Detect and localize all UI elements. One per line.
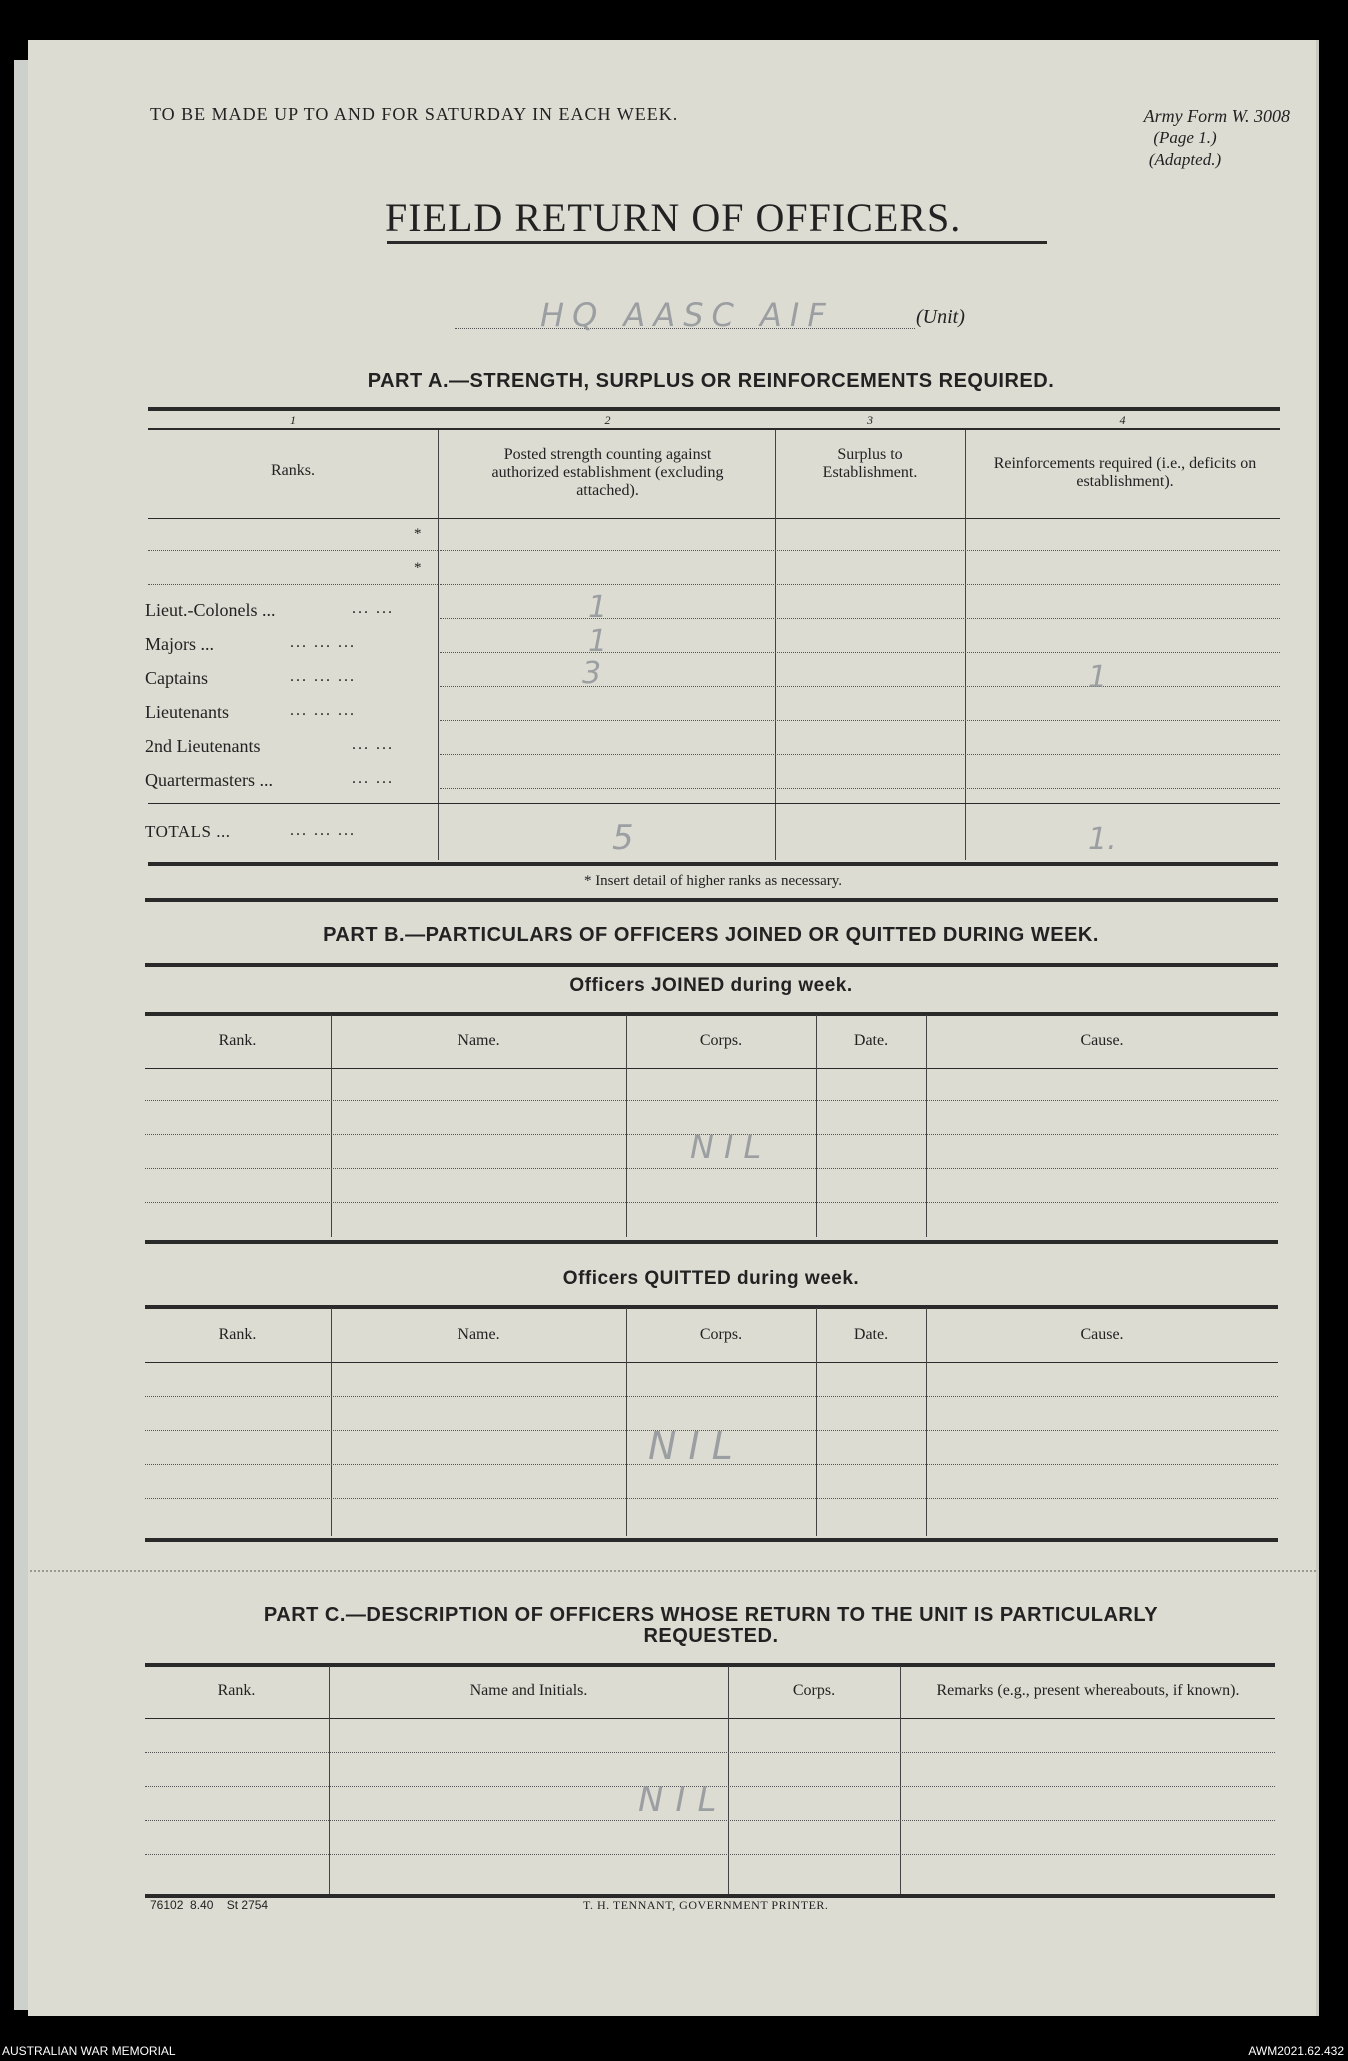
totals-label: TOTALS ... xyxy=(145,822,231,841)
archive-name: AUSTRALIAN WAR MEMORIAL xyxy=(2,2044,176,2058)
rank-majors: Majors ... xyxy=(145,634,214,654)
quitted-subheader-rule xyxy=(145,1362,1278,1363)
row-line xyxy=(148,584,438,585)
part-c-row-line xyxy=(145,1820,1275,1821)
joined-col-rank: Rank. xyxy=(218,1032,257,1049)
form-page: (Page 1.) xyxy=(1153,128,1217,147)
row-line xyxy=(440,618,1280,619)
printer-name: T. H. TENNANT, GOVERNMENT PRINTER. xyxy=(583,1898,829,1912)
joined-col-corps: Corps. xyxy=(699,1032,743,1049)
unit-value: HQ AASC AIF xyxy=(540,296,834,334)
joined-col-cause: Cause. xyxy=(1080,1032,1124,1049)
joined-subheader-rule xyxy=(145,1068,1278,1069)
totals-rule xyxy=(148,803,1280,804)
quitted-col-corps: Corps. xyxy=(699,1326,743,1343)
col-num-2: 2 xyxy=(604,413,611,427)
rank-quartermasters: Quartermasters ... xyxy=(145,770,273,790)
part-c-nil: NIL xyxy=(638,1780,729,1820)
joined-bottom-rule xyxy=(145,1240,1278,1244)
joined-row-line xyxy=(145,1202,1278,1203)
rank-2nd-lieutenants: 2nd Lieutenants xyxy=(145,736,261,756)
star-mark-2: * xyxy=(414,560,422,576)
part-c-col-remarks: Remarks (e.g., present whereabouts, if known). xyxy=(936,1682,1240,1699)
quitted-vline xyxy=(626,1308,627,1536)
posted-captains: 3 xyxy=(582,656,602,691)
quitted-vline xyxy=(926,1308,927,1536)
col-header-reinforcements: Reinforcements required (i.e., deficits on establishment). xyxy=(993,455,1257,490)
title-underline xyxy=(387,241,1047,244)
quitted-col-cause: Cause. xyxy=(1080,1326,1124,1343)
perforation-line xyxy=(30,1570,1316,1572)
unit-label: (Unit) xyxy=(916,306,965,328)
posted-lieut-colonels: 1 xyxy=(588,590,608,625)
part-c-subheader-rule xyxy=(145,1718,1275,1719)
print-codes: 76102 8.40 St 2754 xyxy=(150,1898,269,1912)
part-c-col-name: Name and Initials. xyxy=(469,1682,588,1699)
part-c-row-line xyxy=(145,1752,1275,1753)
joined-vline xyxy=(816,1015,817,1237)
col-header-ranks: Ranks. xyxy=(271,462,315,479)
row-line xyxy=(440,754,1280,755)
rank-dots: ... ... xyxy=(352,736,394,753)
rank-dots: ... ... ... xyxy=(290,702,356,719)
quitted-nil: NIL xyxy=(648,1424,745,1468)
part-a-title: PART A.—STRENGTH, SURPLUS OR REINFORCEMENTS REQUIRED. xyxy=(367,370,1055,392)
rank-dots: ... ... xyxy=(352,600,394,617)
row-line xyxy=(440,720,1280,721)
form-instruction: TO BE MADE UP TO AND FOR SATURDAY IN EACH WEEK. xyxy=(150,104,679,124)
part-a-header-rule xyxy=(148,518,1280,519)
paper-edge xyxy=(1316,40,1319,2016)
reinf-captains: 1 xyxy=(1088,660,1108,695)
row-line xyxy=(440,550,1280,551)
part-c-title-line1: PART C.—DESCRIPTION OF OFFICERS WHOSE RETURN TO THE UNIT IS PARTICULARLY xyxy=(263,1604,1159,1626)
col-header-surplus: Surplus to Establishment. xyxy=(822,446,918,481)
part-a-number-rule xyxy=(148,428,1280,430)
archive-footer xyxy=(0,2042,1348,2061)
quitted-title: Officers QUITTED during week. xyxy=(562,1268,860,1289)
joined-header-rule xyxy=(145,1012,1278,1016)
quitted-col-name: Name. xyxy=(457,1326,500,1343)
form-id: Army Form W. 3008 xyxy=(1143,106,1290,126)
row-line xyxy=(440,788,1280,789)
joined-nil: NIL xyxy=(690,1128,772,1166)
part-a-vline-2 xyxy=(775,430,776,860)
quitted-col-date: Date. xyxy=(853,1326,889,1343)
totals-posted: 5 xyxy=(612,818,634,858)
part-b-title: PART B.—PARTICULARS OF OFFICERS JOINED OR QUITTED DURING WEEK. xyxy=(323,924,1099,946)
joined-row-line xyxy=(145,1100,1278,1101)
joined-title: Officers JOINED during week. xyxy=(569,975,853,996)
archive-id: AWM2021.62.432 xyxy=(1248,2044,1344,2058)
part-c-col-corps: Corps. xyxy=(792,1682,836,1699)
joined-vline xyxy=(626,1015,627,1237)
quitted-row-line xyxy=(145,1396,1278,1397)
part-a-vline-1 xyxy=(438,430,439,860)
quitted-col-rank: Rank. xyxy=(218,1326,257,1343)
row-line xyxy=(440,686,1280,687)
quitted-header-rule xyxy=(145,1305,1278,1309)
rank-captains: Captains xyxy=(145,668,208,688)
row-line xyxy=(440,584,1280,585)
col-num-3: 3 xyxy=(867,413,873,427)
joined-col-name: Name. xyxy=(457,1032,500,1049)
col-header-posted: Posted strength counting against authorized establishment (excluding attached). xyxy=(491,446,724,499)
page-title: FIELD RETURN OF OFFICERS. xyxy=(385,195,962,240)
rank-dots: ... ... ... xyxy=(290,668,356,685)
part-c-title-line2: REQUESTED. xyxy=(643,1625,779,1647)
form-sheet xyxy=(28,40,1316,2016)
part-b-top-rule xyxy=(145,963,1278,967)
col-num-4: 4 xyxy=(1119,413,1126,427)
part-a-bottom-rule xyxy=(148,862,1278,866)
joined-vline xyxy=(926,1015,927,1237)
part-c-col-rank: Rank. xyxy=(217,1682,256,1699)
star-mark-1: * xyxy=(414,526,422,542)
totals-dots: ... ... ... xyxy=(290,822,356,839)
part-c-top-rule xyxy=(145,1663,1275,1667)
quitted-vline xyxy=(331,1308,332,1536)
joined-vline xyxy=(331,1015,332,1237)
quitted-row-line xyxy=(145,1498,1278,1499)
totals-reinf: 1. xyxy=(1088,822,1117,857)
rank-lieut-colonels: Lieut.-Colonels ... xyxy=(145,600,276,620)
quitted-bottom-rule xyxy=(145,1538,1278,1542)
part-a-footnote: * Insert detail of higher ranks as necessary. xyxy=(583,873,843,889)
form-adapted: (Adapted.) xyxy=(1148,150,1222,169)
joined-row-line xyxy=(145,1168,1278,1169)
part-a-footnote-rule xyxy=(145,898,1278,902)
part-c-vline xyxy=(900,1666,901,1894)
rank-dots: ... ... ... xyxy=(290,634,356,651)
rank-lieutenants: Lieutenants xyxy=(145,702,229,722)
row-line xyxy=(148,550,438,551)
rank-dots: ... ... xyxy=(352,770,394,787)
part-c-row-line xyxy=(145,1854,1275,1855)
row-line xyxy=(440,652,1280,653)
col-num-1: 1 xyxy=(290,413,296,427)
part-c-vline xyxy=(329,1666,330,1894)
quitted-vline xyxy=(816,1308,817,1536)
posted-majors: 1 xyxy=(588,624,608,659)
part-a-vline-3 xyxy=(965,430,966,860)
joined-col-date: Date. xyxy=(853,1032,889,1049)
